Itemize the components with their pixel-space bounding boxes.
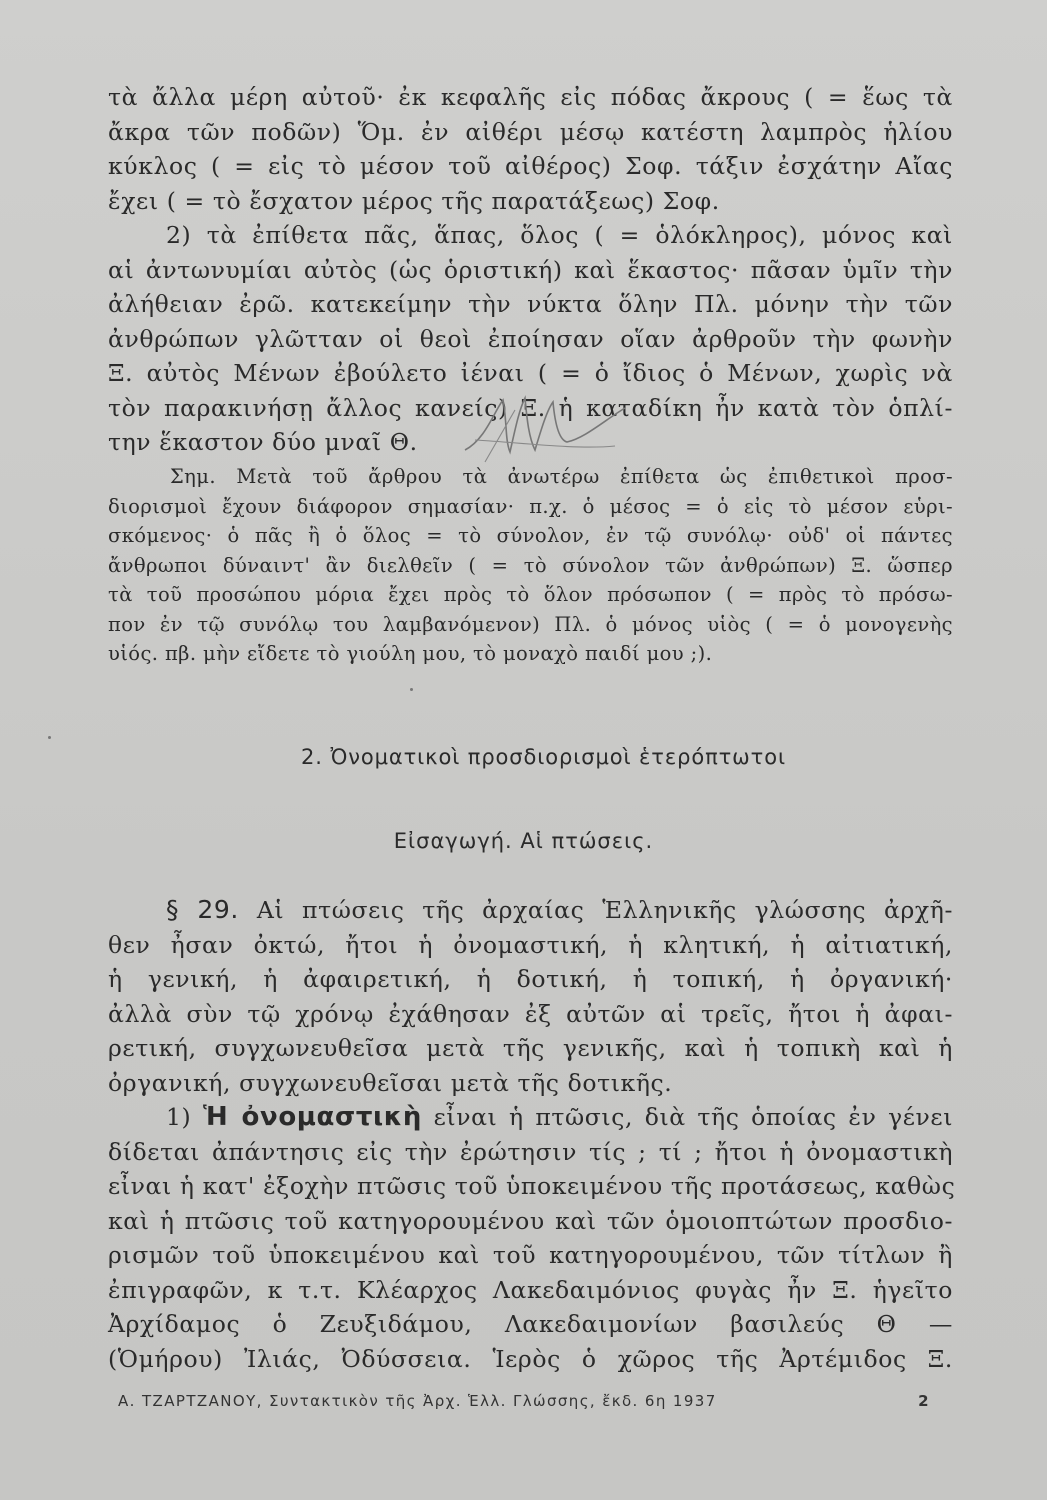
- text-line: τὸν παρακινήσῃ ἄλλος κανείς) Ξ. ἡ καταδίκη ἦν κατὰ τὸν ὁπλί-: [108, 393, 953, 422]
- text-line: ἀλήθειαν ἐρῶ. κατεκείμην τὴν νύκτα ὅλην Πλ. μόνην τὴν τῶν: [108, 290, 953, 318]
- text-line: κύκλος ( = εἰς τὸ μέσον τοῦ αἰθέρος) Σοφ. τάξιν ἐσχάτην Αἴας: [108, 152, 953, 180]
- text-line: δίδεται ἀπάντησις εἰς τὴν ἐρώτησιν τίς ; τί ; ἤτοι ἡ ὀνομαστικὴ: [108, 1137, 953, 1166]
- text-line: Ἀρχίδαμος ὁ Ζευξιδάμου, Λακεδαιμονίων βασιλεύς Θ —: [108, 1310, 953, 1338]
- text-line: ὀργανική, συγχωνευθεῖσαι μετὰ τῆς δοτικῆς.: [108, 1068, 673, 1097]
- text-line: ρετική, συγχωνευθεῖσα μετὰ τῆς γενικῆς, καὶ ἡ τοπικὴ καὶ ἡ: [108, 1034, 953, 1062]
- text-line: ἀνθρώπων γλῶτταν οἱ θεοὶ ἐποίησαν οἵαν ἀρθροῦν τὴν φωνὴν: [108, 324, 953, 353]
- text-line: εἶναι ἡ κατ' ἐξοχὴν πτῶσις τοῦ ὑποκειμένου τῆς προτάσεως, καθὼς: [108, 1172, 956, 1200]
- text-line: ἡ γενική, ἡ ἀφαιρετική, ἡ δοτική, ἡ τοπική, ἡ ὀργανική·: [108, 965, 953, 993]
- section-heading: 2. Ὀνοματικοὶ προσδιορισμοὶ ἑτερόπτωτοι: [301, 745, 786, 769]
- text-line: Σημ. Μετὰ τοῦ ἄρθρου τὰ ἀνωτέρω ἐπίθετα ὡς ἐπιθετικοὶ προσ-: [170, 465, 953, 488]
- text-line: 1) Ἡ ὀνομαστικὴ εἶναι ἡ πτῶσις, διὰ τῆς ὁποίας ἐν γένει: [166, 1102, 954, 1132]
- text-line: Ξ. αὐτὸς Μένων ἐβούλετο ἰέναι ( = ὁ ἴδιος ὁ Μένων, χωρὶς νὰ: [108, 359, 953, 387]
- ink-speck: [410, 688, 413, 691]
- paragraph-number: § 29.: [166, 895, 239, 924]
- text-line: υἱός. πβ. μὴν εἴδετε τὸ γιούλη μου, τὸ μοναχὸ παιδί μου ;).: [108, 642, 713, 665]
- note-block: [108, 462, 953, 669]
- footer-citation: Α. ΤΖΑΡΤΖΑΝΟΥ, Συντακτικὸν τῆς Ἀρχ. Ἑλλ. Γλώσσης, ἔκδ. 6η 1937: [118, 1392, 717, 1410]
- text-line: 2) τὰ ἐπίθετα πᾶς, ἅπας, ὅλος ( = ὁλόκληρος), μόνος καὶ: [166, 221, 953, 249]
- text-line: τὰ ἄλλα μέρη αὐτοῦ· ἐκ κεφαλῆς εἰς πόδας ἄκρους ( = ἕως τὰ: [108, 83, 953, 111]
- page-number: 2: [918, 1392, 930, 1410]
- text-line: την ἕκαστον δύο μναῖ Θ.: [108, 428, 418, 456]
- page-footer: [118, 1392, 930, 1410]
- subsection-heading: Εἰσαγωγή. Αἱ πτώσεις.: [393, 829, 654, 853]
- text-line: ἄκρα τῶν ποδῶν) Ὅμ. ἐν αἰθέρι μέσῳ κατέστη λαμπρὸς ἡλίου: [108, 117, 953, 146]
- text-line: (Ὁμήρου) Ἰλιάς, Ὀδύσσεια. Ἱερὸς ὁ χῶρος τῆς Ἀρτέμιδος Ξ.: [108, 1344, 953, 1373]
- text-line: ἄνθρωποι δύναιντ' ἂν διελθεῖν ( = τὸ σύνολον τῶν ἀνθρώπων) Ξ. ὥσπερ: [108, 553, 953, 577]
- text-line: θεν ἦσαν ὀκτώ, ἤτοι ἡ ὀνομαστική, ἡ κλητική, ἡ αἰτιατική,: [108, 930, 953, 959]
- text-line: τὰ τοῦ προσώπου μόρια ἔχει πρὸς τὸ ὅλον πρόσωπον ( = πρὸς τὸ πρόσω-: [108, 583, 953, 606]
- text-line: αἱ ἀντωνυμίαι αὐτὸς (ὡς ὁριστική) καὶ ἕκαστος· πᾶσαν ὑμῖν τὴν: [108, 255, 953, 284]
- paragraph-29: [108, 893, 956, 1376]
- handwritten-signature: [455, 380, 635, 470]
- text-line: διορισμοὶ ἔχουν διάφορον σημασίαν· π.χ. ὁ μέσος = ὁ εἰς τὸ μέσον εὑρι-: [108, 494, 953, 518]
- text-line: § 29. Αἱ πτώσεις τῆς ἀρχαίας Ἑλληνικῆς γλώσσης ἀρχῆ-: [166, 895, 953, 924]
- text-line: ρισμῶν τοῦ ὑποκειμένου καὶ τοῦ κατηγορουμένου, τῶν τίτλων ἢ: [108, 1241, 953, 1269]
- text-line: ἔχει ( = τὸ ἔσχατον μέρος τῆς παρατάξεως) Σοφ.: [108, 186, 720, 215]
- text-line: πον ἐν τῷ συνόλῳ του λαμβανόμενον) Πλ. ὁ μόνος υἱὸς ( = ὁ μονογενὴς: [108, 612, 953, 636]
- ink-speck: [48, 736, 51, 739]
- text-line: ἀλλὰ σὺν τῷ χρόνῳ ἐχάθησαν ἐξ αὐτῶν αἱ τρεῖς, ἤτοι ἡ ἀφαι-: [108, 999, 953, 1028]
- text-line: σκόμενος· ὁ πᾶς ἢ ὁ ὅλος = τὸ σύνολον, ἐν τῷ συνόλῳ· οὐδ' οἱ πάντες: [108, 524, 953, 547]
- text-line: ἐπιγραφῶν, κ τ.τ. Κλέαρχος Λακεδαιμόνιος φυγὰς ἦν Ξ. ἡγεῖτο: [108, 1275, 953, 1304]
- text-line: καὶ ἡ πτῶσις τοῦ κατηγορουμένου καὶ τῶν ὁμοιοπτώτων προσδιο-: [108, 1206, 953, 1235]
